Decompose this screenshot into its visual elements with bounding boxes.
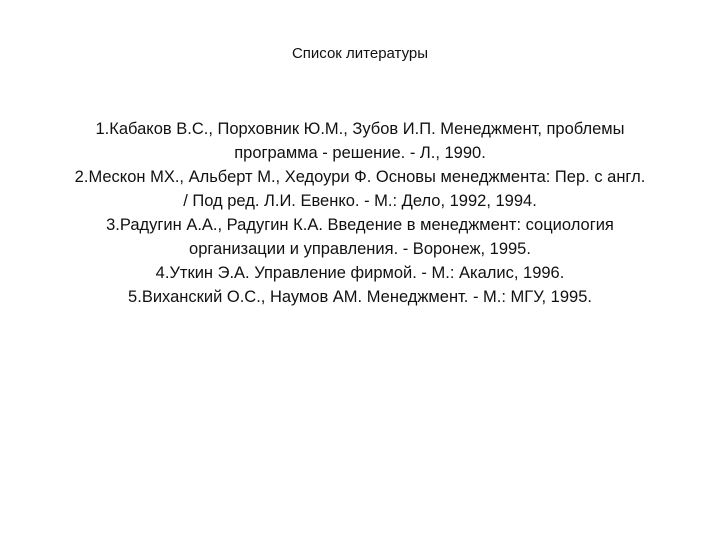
reference-line: [20, 285, 700, 309]
reference-text: Кабаков В.С., Порховник Ю.М., Зубов И.П. Менеджмент, проблемы: [109, 120, 625, 138]
reference-line: [20, 165, 700, 189]
reference-item-2: [20, 165, 700, 213]
reference-line: программа - решение. - Л., 1990.: [234, 144, 486, 162]
reference-line: [20, 261, 700, 285]
reference-line: [20, 213, 700, 237]
reference-item-1: [20, 117, 700, 165]
reference-line: [20, 117, 700, 141]
reference-text: Уткин Э.А. Управление фирмой. - М.: Акалис, 1996.: [169, 264, 565, 282]
reference-number: 2.: [74, 168, 89, 186]
reference-text: Мескон МХ., Альберт М., Хедоури Ф. Основы менеджмента: Пер. с англ.: [88, 168, 646, 186]
reference-text: Виханский О.С., Наумов АМ. Менеджмент. - М.: МГУ, 1995.: [141, 288, 592, 306]
reference-item-5: [20, 285, 700, 309]
reference-number: 1.: [95, 120, 110, 138]
reference-number: 4.: [155, 264, 170, 282]
reference-item-3: [20, 213, 700, 261]
reference-list: [20, 117, 700, 309]
reference-number: 5.: [128, 288, 142, 306]
reference-line: организации и управления. - Воронеж, 1995.: [189, 240, 531, 258]
reference-text: Радугин А.А., Радугин К.А. Введение в менеджмент: социология: [119, 216, 614, 234]
reference-item-4: [20, 261, 700, 285]
reference-number: 3.: [106, 216, 120, 234]
page-title: Список литературы: [291, 45, 429, 62]
reference-line: / Под ред. Л.И. Евенко. - М.: Дело, 1992, 1994.: [183, 192, 537, 210]
